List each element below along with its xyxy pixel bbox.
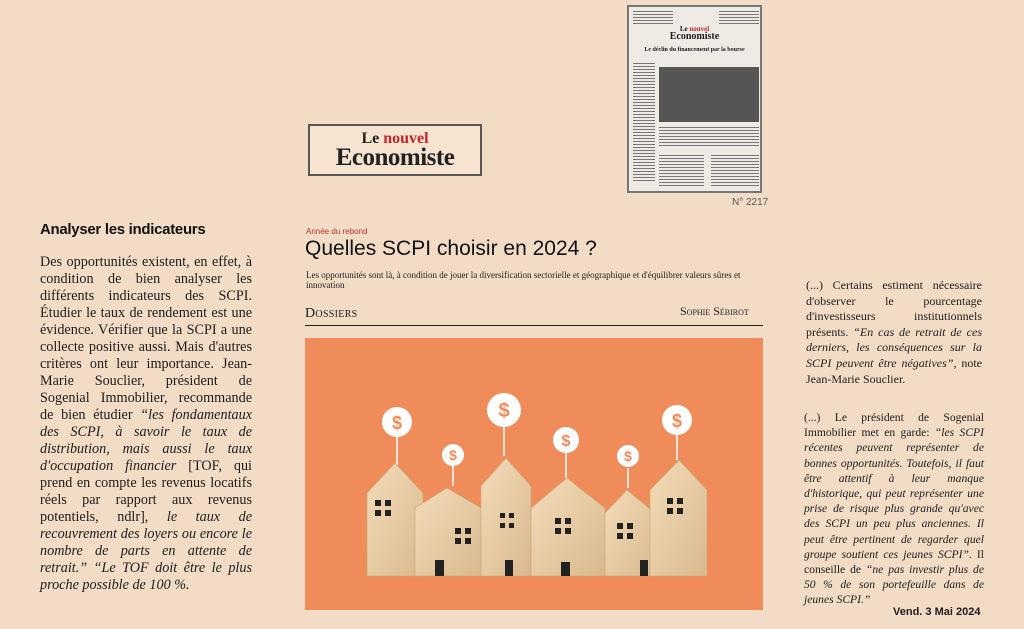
newspaper-cover-thumbnail: [627, 5, 762, 193]
cover-text-block: [719, 11, 759, 25]
cover-text-column: [633, 63, 655, 183]
right-p2-mid: . Il conseille de: [804, 547, 984, 577]
left-text-quote1: “les fondamentaux des SCPI, à savoir le taux de distribution, mais aussi le taux d'occupation financier: [40, 407, 252, 474]
houses-illustration: [305, 338, 763, 610]
right-column-paragraph-1: [806, 278, 982, 387]
cover-economiste: Economiste: [669, 31, 720, 42]
newspaper-logo: [308, 124, 482, 176]
article-kicker: Année du rebond: [306, 227, 368, 236]
article-author: Sophie Sébirot: [680, 304, 749, 318]
cover-text-block: [711, 155, 759, 187]
cover-text-block: [659, 127, 759, 147]
svg-text:$: $: [449, 447, 457, 463]
article-subtitle: Les opportunités sont là, à condition de jouer la diversification sectorielle et géographique et d'équilibrer valeurs sûres et innovation: [306, 270, 741, 290]
cover-le: Le: [679, 25, 688, 33]
left-text-part1: Des opportunités existent, en effet, à condition de bien analyser les différents indicateurs des SCPI. Étudier le taux de rendement est une évidence. Vérifier que la SCPI a une collecte positive aussi. Mais d'autres critères ont leur importance. Jean-Marie Souclier, président de Sogenial Immobilier, recommande de bien étudier: [40, 254, 252, 423]
article-rule: [305, 325, 763, 326]
right-p1-quote: “En cas de retrait de ces derniers, les conséquences sur la SCPI peuvent être négatives”: [806, 324, 982, 370]
article-title: Quelles SCPI choisir en 2024 ?: [305, 237, 597, 260]
right-p1-plain: (...) Certains estiment nécessaire d'observer le pourcentage d'investisseurs institutionnels présents.: [806, 278, 982, 339]
logo-le: Le: [361, 130, 380, 147]
article-rubric: Dossiers: [305, 306, 358, 321]
svg-text:$: $: [561, 433, 571, 450]
svg-text:$: $: [624, 448, 632, 464]
svg-text:$: $: [391, 413, 403, 433]
cover-photo: [659, 67, 759, 122]
cover-text-block: [633, 11, 673, 25]
logo-nouvel: nouvel: [383, 130, 429, 147]
publication-date: Vend. 3 Mai 2024: [893, 606, 981, 618]
right-p1-end: , note Jean-Marie Souclier.: [806, 355, 982, 386]
cover-nouvel: nouvel: [689, 25, 710, 33]
cover-text-block: [659, 155, 704, 187]
svg-text:$: $: [671, 411, 683, 431]
right-p2-plain: (...) Le président de Sogenial Immobilier met en garde:: [804, 411, 984, 440]
right-column-paragraph-2: [804, 410, 984, 608]
logo-economiste: Economiste: [335, 144, 455, 171]
left-column-text: [40, 254, 252, 594]
article-photo: [305, 338, 763, 610]
issue-number: N° 2217: [732, 197, 769, 208]
left-text-quote2: le taux de recouvrement des loyers ou encore le nombre de parts en attente de retrait.” “Le TOF doit être le plus proche possible de 100 %.: [40, 509, 252, 593]
left-column-title: Analyser les indicateurs: [40, 221, 206, 238]
cover-headline: Le déclin du financement par la bourse: [644, 47, 745, 53]
right-p2-quote1: “les SCPI récentes peuvent représenter de bonnes opportunités. Toutefois, il faut être attentif à leur manque d'historique, qui peut représenter une prise de risque plus grande qu'avec des SCPI un peu plus anciennes. Il peut être pertinent de regarder quel groupe soutient ces jeunes SCPI”: [804, 426, 984, 561]
right-p2-quote2: “ne pas investir plus de 50 % de son portefeuille dans de jeunes SCPI.”: [804, 563, 984, 607]
svg-text:$: $: [498, 400, 510, 422]
left-text-part2: [TOF, qui prend en compte les revenus locatifs réels par rapport aux revenus potentiels, ndlr],: [40, 458, 253, 525]
